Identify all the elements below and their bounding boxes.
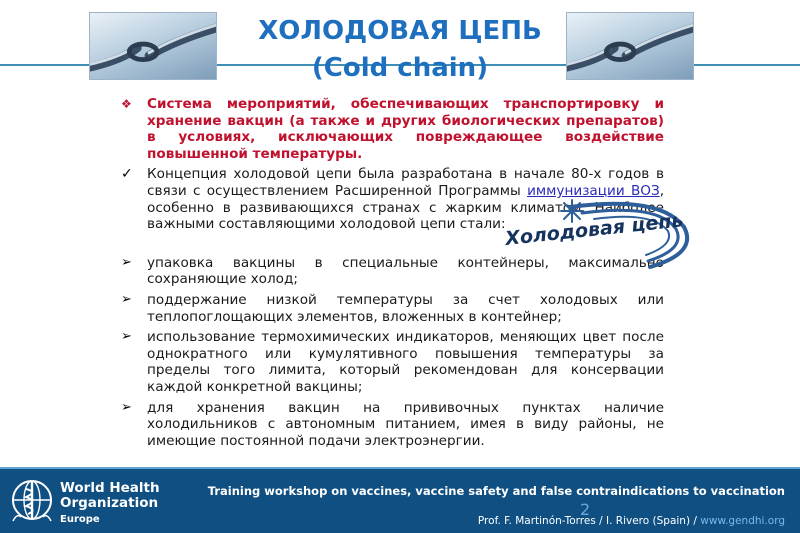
diamond-bullet-icon: ❖ — [121, 97, 132, 111]
page-title-sub: (Cold chain) — [311, 53, 489, 83]
list-item-text: для хранения вакцин на прививочных пунктах наличие холодильников с автономным питанием, имея в виду районы, не имеющие постоянной подачи электроэнергии. — [147, 399, 664, 449]
website-link[interactable]: www.gendhi.org — [700, 515, 785, 527]
footer-credit — [478, 515, 785, 527]
credit-authors: Prof. F. Martinón-Torres / I. Rivero (Spain) / — [477, 515, 701, 527]
concept-text-before: Концепция холодовой цепи была разработана в начале 80-х годов в связи с осуществлением Расширенной Программы — [147, 166, 664, 199]
workshop-title: Training workshop on vaccines, vaccine safety and false contraindications to vaccination — [207, 484, 785, 498]
cold-chain-stamp — [500, 193, 695, 273]
list-item — [121, 400, 664, 450]
intro-text: Система мероприятий, обеспечивающих транспортировку и хранение вакцин (а также и других биологических препаратов) в условиях, исключающих повреждающее воздействие повышенной температуры. — [147, 96, 664, 162]
arrow-bullet-icon: ➢ — [121, 329, 132, 345]
arrow-bullet-icon: ➢ — [121, 254, 132, 270]
list-item — [121, 329, 664, 395]
list-item-text: поддержание низкой температуры за счет холодовых или теплопоглощающих элементов, вложенных в контейнер; — [147, 291, 664, 325]
list-item — [121, 292, 664, 325]
who-name-line2: Organization — [60, 495, 159, 511]
top-rule-right — [696, 64, 800, 66]
intro-item — [121, 96, 664, 162]
stamp-text: Холодовая цепь — [504, 209, 685, 250]
footer-divider — [0, 467, 800, 469]
check-bullet-icon: ✓ — [121, 166, 133, 183]
concept-text-after: , особенно в развивающихся странах с жарким климатом. Наиболее важными составляющими холодовой цепи стали: — [147, 182, 665, 233]
page-number: 2 — [580, 500, 591, 519]
list-item-text: упаковка вакцины в специальные контейнеры, максимально сохраняющие холод; — [147, 254, 664, 288]
who-name-line1: World Health — [60, 480, 160, 496]
who-region: Europe — [60, 514, 100, 525]
list-item-text: использование термохимических индикаторов, меняющих цвет после однократного или кумулятивного повышения температуры за пределы того лимита, который рекомендован для консервации каждой конкретной вакцины; — [147, 329, 664, 395]
who-immunization-link[interactable]: иммунизации ВОЗ — [527, 182, 660, 199]
who-name — [60, 481, 160, 511]
arrow-bullet-icon: ➢ — [121, 291, 132, 307]
who-emblem-icon — [9, 477, 55, 523]
snowflake-icon — [561, 200, 583, 222]
arrow-bullet-icon: ➢ — [121, 399, 132, 415]
page-title-main: ХОЛОДОВАЯ ЦЕПЬ — [258, 16, 542, 46]
